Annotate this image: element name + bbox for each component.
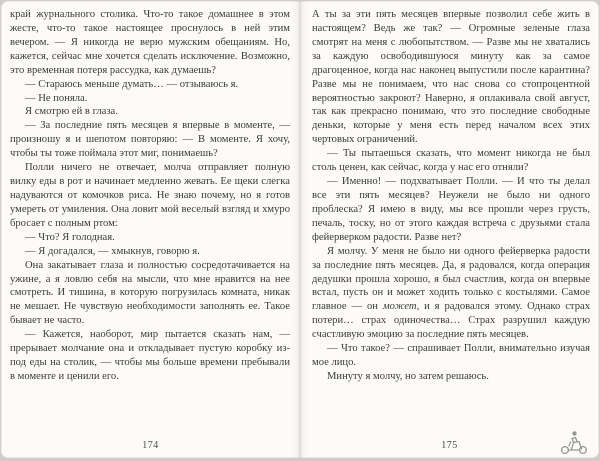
paragraph: край журнального столика. Что-то такое домашнее в этом жесте, что-то такое настоящее проснулось в ней этим вечером. — Я никогда не верю мужским обещаниям. Но, кажется, сейчас мне хочется сделать исключение. Возможно, это временная потеря рассудка, как думаешь? [10, 9, 290, 76]
paragraph: — Ты пытаешься сказать, что момент никогда не был столь ценен, как сейчас, когда у нас его отняли? [312, 148, 590, 174]
paragraph: Полли ничего не отвечает, молча отправляет полную вилку еды в рот и начинает медленно жевать. Ее щеки слегка надуваются от комочков риса. Не знаю почему, но я готов умереть от умиления. Она ловит мой веселый взгляд и хмуро бросает с полным ртом: [10, 162, 290, 229]
paragraph: — Что такое? — спрашивает Полли, внимательно изучая мое лицо. [312, 343, 590, 369]
paragraph: Я смотрю ей в глаза. [25, 106, 118, 118]
page-left-text [10, 8, 290, 384]
paragraph: — Стараюсь меньше думать… — отзываюсь я. [25, 78, 239, 90]
book-spread [1, 1, 599, 458]
paragraph: — Я догадался, — хмыкнув, говорю я. [25, 245, 200, 257]
paragraph: — Не поняла. [25, 92, 88, 104]
paragraph: Минуту я молчу, но затем решаюсь. [327, 370, 489, 382]
page-right [300, 1, 599, 458]
paragraph-text: Я молчу. У меня не было ни одного фейерверка радости за последние пять месяцев. Да, я радовался, когда операция дедушки прошла хорошо, я был счастлив, когда он впервые встал, пусть он и может ходить только с костылями. Самое главное — он [312, 245, 590, 313]
paragraph: А ты за эти пять месяцев впервые позволил себе жить в настоящем? Ведь же так? — Огромные зеленые глаза смотрят на меня с любопытством. — Разве мы не хватались за каждую освободившуюся минуту как за самое драгоценное, когда нас наконец выпустили после карантина? Разве мы не понимаем, что нас снова со стопроцентной вероятностью закроют? Наверно, я оплакивала свой август, так как прекрасно понимаю, что это последние свободные деньки, которые у меня есть перед началом всех этих чертовых ограничений. [312, 9, 590, 146]
page-right-text [312, 8, 590, 384]
paragraph: — Кажется, наоборот, мир пытается сказать нам, — прерывает молчание она и откладывает пустую коробку из-под еды на столик, — чтобы мы больше времени пребывали в моменте и ценили его. [10, 329, 290, 382]
paragraph: — За последние пять месяцев я впервые в моменте, — произношу я и шепотом повторяю: — В моменте. Я хочу, чтобы ты тоже поймала этот миг, понимаешь? [10, 120, 290, 160]
emphasized-word: может [382, 301, 417, 313]
paragraph: — Именно! — подхватывает Полли. — И что ты делал все эти пять месяцев? Неужели не было ни одного проблеска? Я имею в виду, мы все прошли через грусть, печаль, тоску, но от этого каждая встреча с друзьями стала фейерверком радости. Разве нет? [312, 176, 590, 243]
paragraph: Она закатывает глаза и полностью сосредотачивается на ужине, а я ловлю себя на мысли, что мне нравится на нее смотреть. И тишина, в которую погрузилась комната, никак не мешает. Не чувствую необходимости заполнять ее. Такое бывает не часто. [10, 259, 290, 327]
page-number-right: 175 [441, 440, 458, 451]
page-number-left: 174 [142, 440, 159, 451]
paragraph: — Что? Я голодная. [25, 231, 115, 243]
paragraph-text: , и я радовался этому. Однако страх потери… страх одиночества… Страх разрушил каждую счастливую эмоцию за последние пять месяцев. [312, 301, 590, 341]
paragraph [312, 245, 590, 342]
page-left [1, 1, 300, 458]
